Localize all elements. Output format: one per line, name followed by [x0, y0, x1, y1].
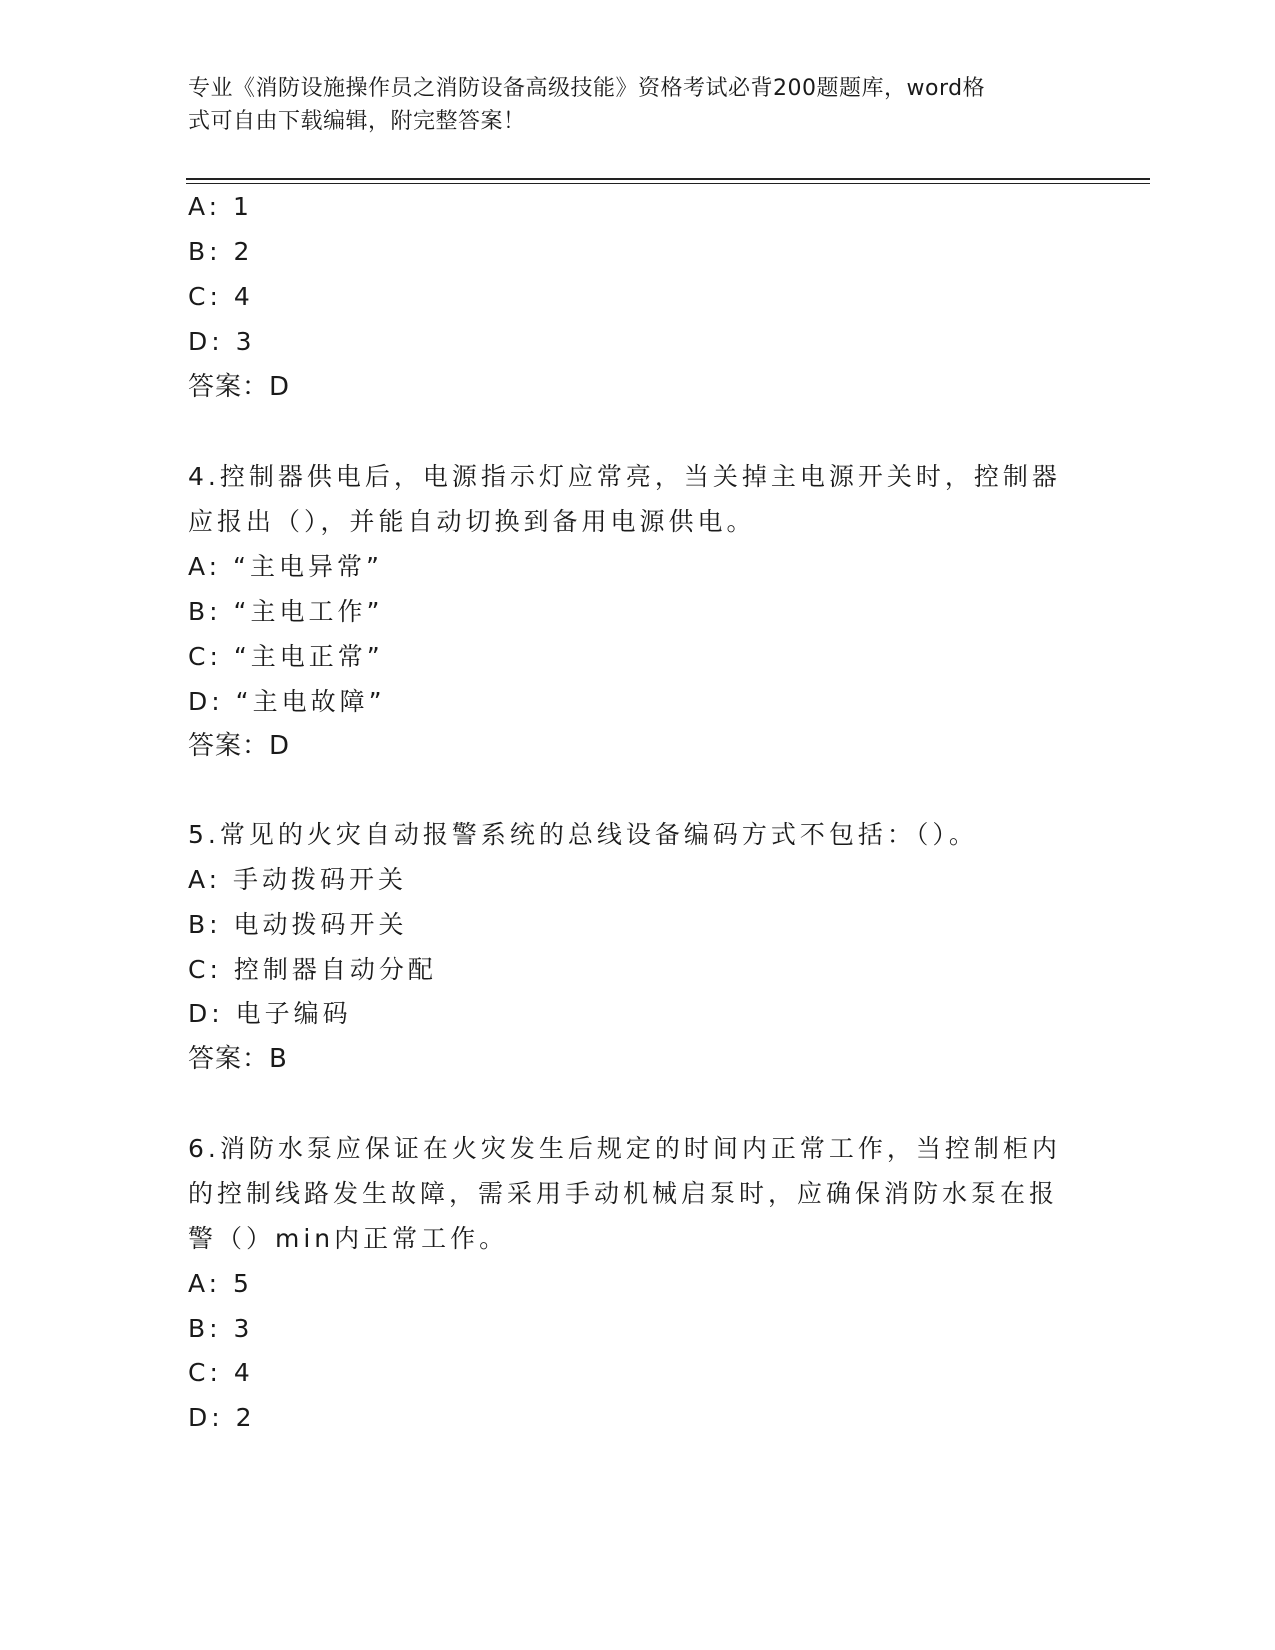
q6-option-c: C: 4 — [188, 1358, 254, 1387]
header-line-1: 专业《消防设施操作员之消防设备高级技能》资格考试必背200题题库，word格 — [188, 76, 986, 101]
q5-option-d: D: 电子编码 — [188, 999, 352, 1028]
header-line-2: 式可自由下载编辑，附完整答案！ — [188, 109, 526, 134]
q4-option-c: C: “主电正常” — [188, 642, 384, 671]
q6-option-b: B: 3 — [188, 1314, 254, 1343]
q4-option-d: D: “主电故障” — [188, 687, 386, 716]
q5-answer: 答案：B — [188, 1044, 288, 1074]
q3-answer: 答案：D — [188, 372, 291, 402]
q4-stem-line-2: 应报出（），并能自动切换到备用电源供电。 — [188, 507, 756, 536]
q4-answer: 答案：D — [188, 731, 291, 761]
q3-option-c: C: 4 — [188, 282, 254, 311]
q6-stem-line-1: 6.消防水泵应保证在火灾发生后规定的时间内正常工作，当控制柜内 — [188, 1134, 1061, 1163]
q3-option-d: D: 3 — [188, 327, 256, 356]
q3-option-a: A: 1 — [188, 192, 253, 221]
q4-option-a: A: “主电异常” — [188, 552, 383, 581]
q6-option-d: D: 2 — [188, 1403, 256, 1432]
q5-stem-line-1: 5.常见的火灾自动报警系统的总线设备编码方式不包括：（）。 — [188, 820, 978, 849]
document-header — [188, 72, 1068, 138]
q5-option-a: A: 手动拨码开关 — [188, 865, 408, 894]
q3-option-b: B: 2 — [188, 237, 254, 266]
header-rule-top — [186, 178, 1150, 180]
q6-stem-line-3: 警（）min内正常工作。 — [188, 1224, 509, 1253]
q5-option-b: B: 电动拨码开关 — [188, 910, 408, 939]
q4-stem-line-1: 4.控制器供电后，电源指示灯应常亮，当关掉主电源开关时，控制器 — [188, 462, 1061, 491]
q6-stem-line-2: 的控制线路发生故障，需采用手动机械启泵时，应确保消防水泵在报 — [188, 1179, 1059, 1208]
q5-option-c: C: 控制器自动分配 — [188, 955, 437, 984]
q6-option-a: A: 5 — [188, 1269, 253, 1298]
q4-option-b: B: “主电工作” — [188, 597, 384, 626]
header-rule-bottom — [186, 183, 1150, 184]
